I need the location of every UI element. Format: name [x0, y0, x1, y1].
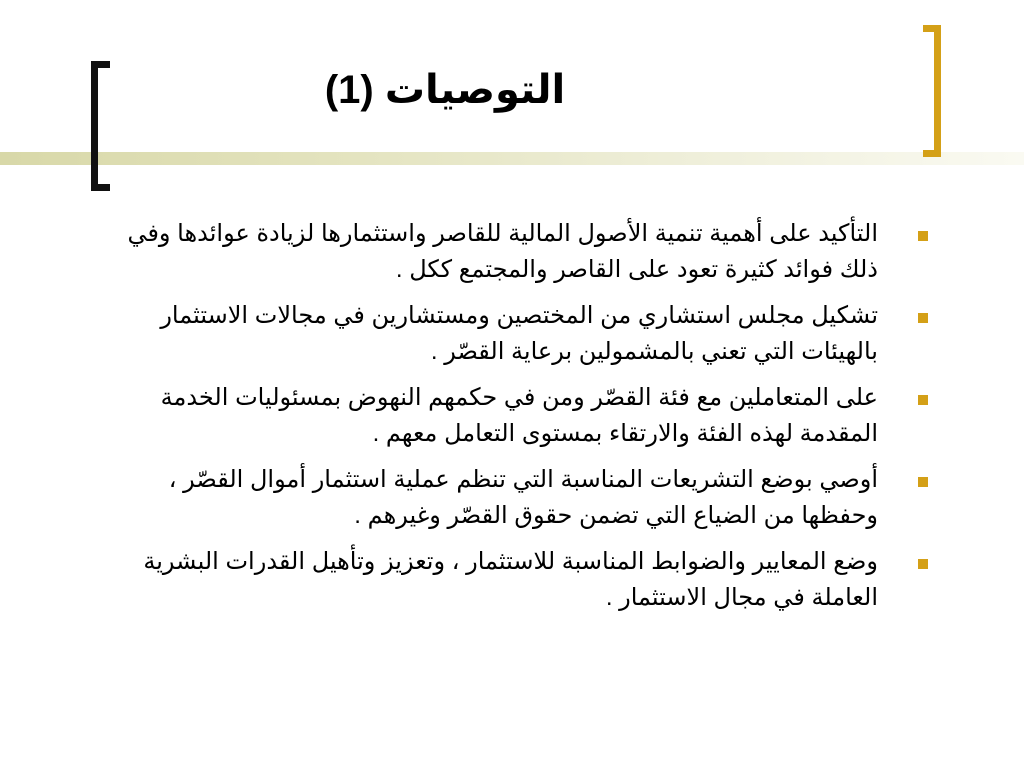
square-bullet-icon	[918, 313, 928, 323]
bullet-text-3: على المتعاملين مع فئة القصّر ومن في حكمهم النهوض بمسئوليات الخدمة المقدمة لهذه الفئة والارتقاء بمستوى التعامل معهم .	[160, 384, 878, 447]
square-bullet-icon	[918, 559, 928, 569]
bullet-text-5: وضع المعايير والضوابط المناسبة للاستثمار ، وتعزيز وتأهيل القدرات البشرية العاملة في مجال الاستثمار .	[143, 548, 878, 611]
left-bracket-decoration	[91, 61, 110, 191]
slide-title: التوصيات (1)	[324, 68, 566, 112]
bullet-text-4: أوصي بوضع التشريعات المناسبة التي تنظم عملية استثمار أموال القصّر ، وحفظها من الضياع التي تضمن حقوق القصّر وغيرهم .	[168, 466, 878, 529]
bullet-item-2	[100, 298, 936, 370]
square-bullet-icon	[918, 477, 928, 487]
bullet-list	[100, 216, 936, 626]
bullet-item-1	[100, 216, 936, 288]
right-bracket-decoration	[923, 25, 941, 157]
title-underline-bar	[0, 152, 1024, 165]
bullet-item-3	[100, 380, 936, 452]
square-bullet-icon	[918, 231, 928, 241]
square-bullet-icon	[918, 395, 928, 405]
bullet-text-2: تشكيل مجلس استشاري من المختصين ومستشارين في مجالات الاستثمار بالهيئات التي تعني بالمشمولين برعاية القصّر .	[160, 302, 878, 365]
bullet-text-1: التأكيد على أهمية تنمية الأصول المالية للقاصر واستثمارها لزيادة عوائدها وفي ذلك فوائد كثيرة تعود على القاصر والمجتمع ككل .	[127, 220, 878, 283]
bullet-item-5	[100, 544, 936, 616]
bullet-item-4	[100, 462, 936, 534]
